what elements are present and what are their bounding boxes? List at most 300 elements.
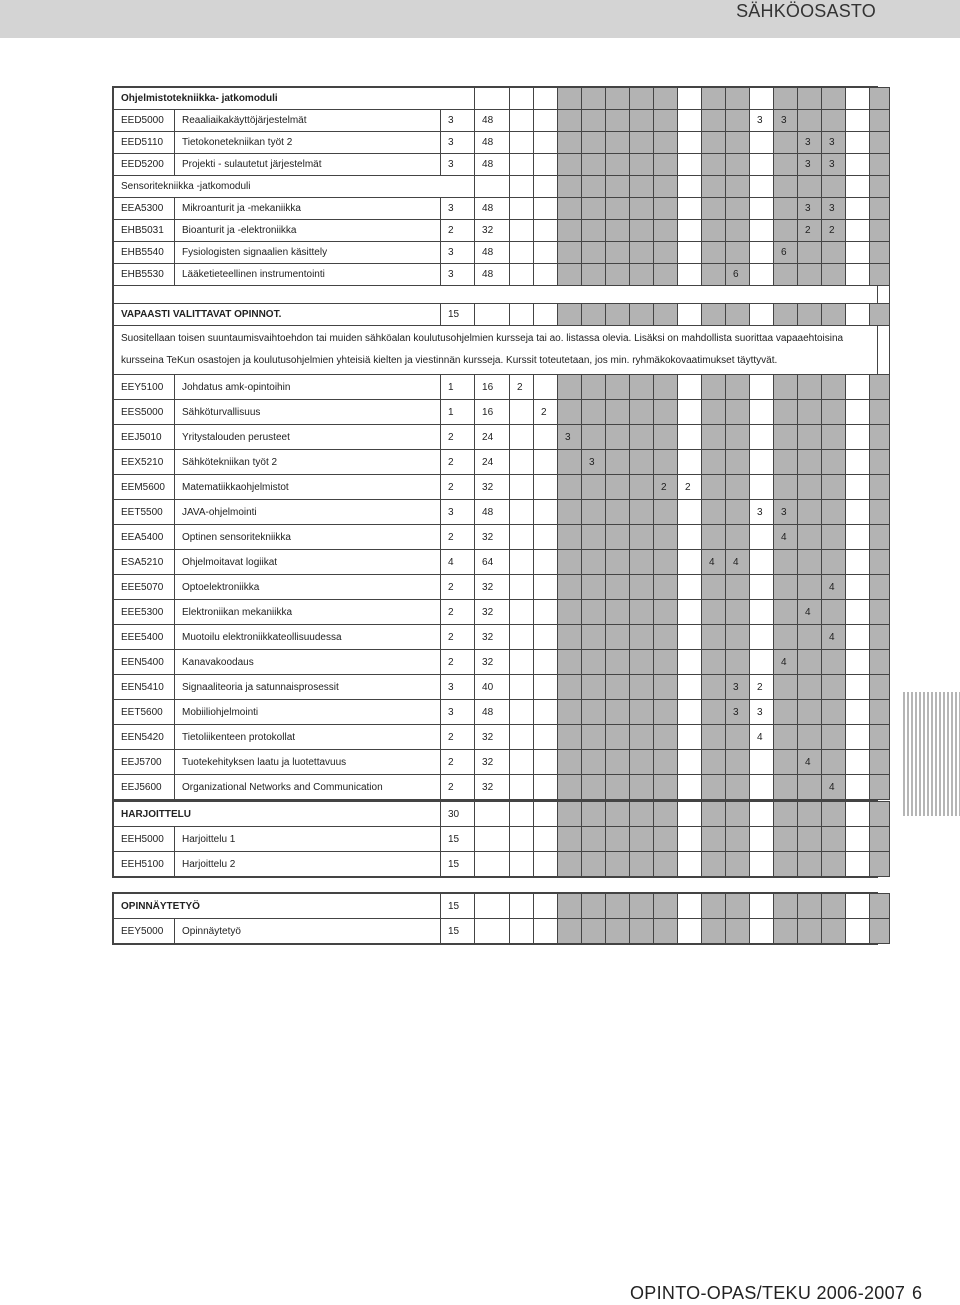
semester-cell (558, 110, 582, 132)
semester-cell (798, 400, 822, 425)
credits-cell: 3 (441, 675, 475, 700)
semester-cell (846, 750, 870, 775)
semester-cell (654, 894, 678, 919)
semester-cell (822, 919, 846, 944)
credits-cell: 3 (441, 198, 475, 220)
semester-cell (702, 132, 726, 154)
semester-cell (510, 650, 534, 675)
semester-cell (510, 919, 534, 944)
semester-cell (606, 919, 630, 944)
table-row (114, 242, 890, 264)
semester-cell (654, 625, 678, 650)
hours-cell: 32 (475, 475, 510, 500)
semester-cell (702, 198, 726, 220)
semester-cell (726, 132, 750, 154)
hours-cell: 32 (475, 650, 510, 675)
semester-cell (870, 750, 890, 775)
semester-cell (798, 550, 822, 575)
semester-cell (510, 575, 534, 600)
semester-cell (606, 750, 630, 775)
course-code: EHB5530 (114, 264, 175, 286)
semester-cell (846, 176, 870, 198)
semester-cell (534, 919, 558, 944)
semester-cell (798, 775, 822, 800)
semester-cell (678, 802, 702, 827)
semester-cell (510, 425, 534, 450)
semester-cell (822, 425, 846, 450)
semester-cell (846, 525, 870, 550)
semester-cell (702, 242, 726, 264)
semester-cell (750, 375, 774, 400)
course-code: EEJ5700 (114, 750, 175, 775)
semester-cell (774, 550, 798, 575)
semester-cell (630, 750, 654, 775)
semester-cell (654, 700, 678, 725)
semester-cell (558, 802, 582, 827)
course-name: Johdatus amk-opintoihin (175, 375, 441, 400)
course-name: Bioanturit ja -elektroniikka (175, 220, 441, 242)
semester-cell (870, 264, 890, 286)
semester-cell (558, 475, 582, 500)
semester-cell: 4 (822, 625, 846, 650)
semester-cell (606, 700, 630, 725)
semester-cell (798, 304, 822, 326)
credits-cell: 1 (441, 400, 475, 425)
table-row (114, 500, 890, 525)
semester-cell (678, 775, 702, 800)
semester-cell (510, 304, 534, 326)
semester-cell (774, 450, 798, 475)
semester-cell (654, 600, 678, 625)
semester-cell (678, 110, 702, 132)
semester-cell (846, 919, 870, 944)
table-row (114, 919, 890, 944)
semester-cell (654, 154, 678, 176)
semester-cell (534, 700, 558, 725)
table-row (114, 304, 890, 326)
semester-cell (606, 475, 630, 500)
semester-cell (702, 700, 726, 725)
semester-cell (654, 88, 678, 110)
credits-cell: 2 (441, 450, 475, 475)
semester-cell (630, 198, 654, 220)
semester-cell (822, 525, 846, 550)
semester-cell (534, 475, 558, 500)
table-row (114, 475, 890, 500)
credits-cell: 15 (441, 852, 475, 877)
semester-cell (582, 894, 606, 919)
credits-cell: 3 (441, 242, 475, 264)
semester-cell (702, 475, 726, 500)
semester-cell (606, 802, 630, 827)
course-code: EEN5410 (114, 675, 175, 700)
course-code: EED5000 (114, 110, 175, 132)
semester-cell (774, 375, 798, 400)
credits-cell: 3 (441, 132, 475, 154)
course-name: Elektroniikan mekaniikka (175, 600, 441, 625)
course-name: Ohjelmoitavat logiikat (175, 550, 441, 575)
semester-cell (510, 500, 534, 525)
hours-cell: 32 (475, 600, 510, 625)
course-name: Harjoittelu 1 (175, 827, 441, 852)
semester-cell (798, 919, 822, 944)
semester-cell (726, 304, 750, 326)
semester-cell (774, 475, 798, 500)
semester-cell (750, 400, 774, 425)
semester-cell (774, 725, 798, 750)
section-heading: VAPAASTI VALITTAVAT OPINNOT. (114, 304, 441, 326)
semester-cell (678, 550, 702, 575)
course-name: Kanavakoodaus (175, 650, 441, 675)
semester-cell (798, 475, 822, 500)
semester-cell (606, 852, 630, 877)
semester-cell (558, 675, 582, 700)
semester-cell (606, 450, 630, 475)
semester-cell (558, 154, 582, 176)
semester-cell (510, 198, 534, 220)
semester-cell (702, 450, 726, 475)
semester-cell (822, 725, 846, 750)
semester-cell (606, 400, 630, 425)
semester-cell (798, 894, 822, 919)
hours-cell: 48 (475, 242, 510, 264)
semester-cell (606, 675, 630, 700)
semester-cell (750, 425, 774, 450)
hours-cell: 32 (475, 775, 510, 800)
semester-cell (750, 650, 774, 675)
semester-cell (510, 827, 534, 852)
semester-cell (510, 802, 534, 827)
semester-cell (870, 500, 890, 525)
semester-cell (846, 650, 870, 675)
semester-cell (534, 775, 558, 800)
semester-cell (750, 525, 774, 550)
semester-cell (702, 264, 726, 286)
semester-cell (702, 525, 726, 550)
hours-cell (475, 176, 510, 198)
semester-cell (606, 500, 630, 525)
semester-cell (822, 450, 846, 475)
semester-cell (798, 725, 822, 750)
semester-cell (558, 375, 582, 400)
semester-cell (630, 400, 654, 425)
course-code: EEM5600 (114, 475, 175, 500)
semester-cell (678, 750, 702, 775)
semester-cell (534, 375, 558, 400)
semester-cell (822, 88, 846, 110)
semester-cell (654, 725, 678, 750)
semester-cell (630, 220, 654, 242)
semester-cell (774, 852, 798, 877)
semester-cell (750, 775, 774, 800)
table-row (114, 525, 890, 550)
footer-title: OPINTO-OPAS/TEKU 2006-2007 (630, 1283, 906, 1303)
semester-cell: 6 (774, 242, 798, 264)
semester-cell (846, 88, 870, 110)
semester-cell (870, 650, 890, 675)
semester-cell (582, 242, 606, 264)
semester-cell (702, 852, 726, 877)
course-name: Matematiikkaohjelmistot (175, 475, 441, 500)
semester-cell (534, 425, 558, 450)
semester-cell (582, 700, 606, 725)
semester-cell (510, 400, 534, 425)
semester-cell (534, 725, 558, 750)
semester-cell (750, 304, 774, 326)
table-row (114, 132, 890, 154)
note-cell (114, 326, 890, 375)
course-code: EEE5070 (114, 575, 175, 600)
semester-cell (870, 450, 890, 475)
semester-cell (654, 775, 678, 800)
table-row (114, 725, 890, 750)
semester-cell (798, 264, 822, 286)
table-row (114, 176, 890, 198)
semester-cell (870, 198, 890, 220)
semester-cell: 3 (726, 700, 750, 725)
semester-cell (606, 625, 630, 650)
semester-cell (630, 675, 654, 700)
semester-cell (558, 700, 582, 725)
semester-cell (606, 725, 630, 750)
semester-cell (822, 375, 846, 400)
semester-cell: 4 (822, 575, 846, 600)
semester-cell (534, 550, 558, 575)
semester-cell (630, 725, 654, 750)
semester-cell (774, 675, 798, 700)
semester-cell (630, 525, 654, 550)
semester-cell (726, 242, 750, 264)
course-code: EEH5100 (114, 852, 175, 877)
semester-cell (822, 750, 846, 775)
semester-cell (870, 775, 890, 800)
semester-cell (846, 852, 870, 877)
semester-cell (726, 750, 750, 775)
semester-cell: 4 (702, 550, 726, 575)
semester-cell (558, 242, 582, 264)
semester-cell (582, 176, 606, 198)
semester-cell: 3 (726, 675, 750, 700)
semester-cell (726, 220, 750, 242)
semester-cell (798, 375, 822, 400)
module-heading: Sensoritekniikka -jatkomoduli (114, 176, 475, 198)
semester-cell (558, 775, 582, 800)
course-code: EEE5300 (114, 600, 175, 625)
course-code: EEX5210 (114, 450, 175, 475)
semester-cell (558, 600, 582, 625)
semester-cell (726, 827, 750, 852)
hours-cell: 32 (475, 220, 510, 242)
note-line: kursseina TeKun osastojen ja koulutusohjelmien yhteisiä kielten ja viestinnän kursseja. Kurssit toteutetaan, jos min. ryhmäkokovaatimukset täyttyvät. (121, 355, 778, 366)
credits-cell: 15 (441, 827, 475, 852)
semester-cell (582, 304, 606, 326)
semester-cell (654, 132, 678, 154)
course-name: Optinen sensoritekniikka (175, 525, 441, 550)
hours-cell (475, 852, 510, 877)
semester-cell (630, 802, 654, 827)
semester-cell (870, 475, 890, 500)
semester-cell (582, 725, 606, 750)
semester-cell (774, 88, 798, 110)
semester-cell (822, 852, 846, 877)
semester-cell (870, 220, 890, 242)
semester-cell (534, 450, 558, 475)
semester-cell (606, 110, 630, 132)
table-row (114, 326, 890, 375)
semester-cell (750, 475, 774, 500)
semester-cell: 3 (774, 500, 798, 525)
table-row (114, 110, 890, 132)
semester-cell (510, 242, 534, 264)
semester-cell (822, 675, 846, 700)
semester-cell (726, 154, 750, 176)
course-code: EHB5031 (114, 220, 175, 242)
semester-cell (654, 550, 678, 575)
semester-cell (822, 600, 846, 625)
semester-cell (606, 550, 630, 575)
semester-cell (582, 88, 606, 110)
semester-cell (774, 264, 798, 286)
decorative-stripes (903, 692, 960, 816)
semester-cell (534, 198, 558, 220)
semester-cell (750, 827, 774, 852)
semester-cell: 3 (822, 198, 846, 220)
semester-cell (726, 894, 750, 919)
semester-cell (582, 550, 606, 575)
semester-cell (702, 802, 726, 827)
semester-cell (606, 220, 630, 242)
table-row (114, 675, 890, 700)
semester-cell (582, 475, 606, 500)
semester-cell (630, 827, 654, 852)
semester-cell (558, 750, 582, 775)
course-code: EEE5400 (114, 625, 175, 650)
hours-cell: 48 (475, 264, 510, 286)
semester-cell (534, 575, 558, 600)
semester-cell (846, 425, 870, 450)
semester-cell (774, 198, 798, 220)
semester-cell (630, 264, 654, 286)
course-table-opinnaytetyo (112, 892, 878, 945)
course-code: EET5500 (114, 500, 175, 525)
table-row (114, 375, 890, 400)
semester-cell: 3 (582, 450, 606, 475)
semester-cell (822, 400, 846, 425)
semester-cell (510, 625, 534, 650)
semester-cell (702, 625, 726, 650)
course-name: Reaaliaikakäyttöjärjestelmät (175, 110, 441, 132)
course-table-main (112, 86, 878, 801)
semester-cell (582, 827, 606, 852)
spacer-cell (114, 286, 890, 304)
page-header-title: SÄHKÖOSASTO (736, 1, 876, 21)
semester-cell (510, 132, 534, 154)
semester-cell (510, 750, 534, 775)
table-row (114, 154, 890, 176)
hours-cell (475, 304, 510, 326)
semester-cell (534, 264, 558, 286)
semester-cell (726, 450, 750, 475)
table-row (114, 286, 890, 304)
semester-cell (510, 725, 534, 750)
semester-cell: 2 (822, 220, 846, 242)
course-name: Organizational Networks and Communication (175, 775, 441, 800)
semester-cell (822, 264, 846, 286)
semester-cell (774, 894, 798, 919)
semester-cell (798, 525, 822, 550)
semester-cell (774, 425, 798, 450)
semester-cell (678, 425, 702, 450)
semester-cell: 2 (798, 220, 822, 242)
credits-cell: 2 (441, 575, 475, 600)
semester-cell (798, 110, 822, 132)
semester-cell (630, 450, 654, 475)
semester-cell (534, 827, 558, 852)
semester-cell: 2 (654, 475, 678, 500)
semester-cell (870, 802, 890, 827)
semester-cell (774, 575, 798, 600)
semester-cell (678, 198, 702, 220)
semester-cell (822, 827, 846, 852)
semester-cell (846, 775, 870, 800)
semester-cell (726, 400, 750, 425)
hours-cell (475, 894, 510, 919)
semester-cell (774, 827, 798, 852)
semester-cell (726, 852, 750, 877)
semester-cell (798, 575, 822, 600)
semester-cell (630, 919, 654, 944)
semester-cell (678, 575, 702, 600)
semester-cell (582, 625, 606, 650)
semester-cell (582, 600, 606, 625)
semester-cell (846, 475, 870, 500)
semester-cell (582, 750, 606, 775)
semester-cell (870, 894, 890, 919)
semester-cell (702, 400, 726, 425)
semester-cell (774, 625, 798, 650)
semester-cell (678, 725, 702, 750)
semester-cell: 4 (822, 775, 846, 800)
semester-cell (630, 375, 654, 400)
semester-cell (798, 675, 822, 700)
course-name: Muotoilu elektroniikkateollisuudessa (175, 625, 441, 650)
note-line: Suositellaan toisen suuntaumisvaihtoehdon tai muiden sähköalan koulutusohjelmien kursseja tai ao. listassa olevia. Lisäksi on mahdollista suorittaa vapaaehtoisina (121, 333, 844, 344)
semester-cell (750, 600, 774, 625)
semester-cell (870, 852, 890, 877)
semester-cell (630, 132, 654, 154)
semester-cell (750, 852, 774, 877)
semester-cell (630, 852, 654, 877)
semester-cell (654, 675, 678, 700)
semester-cell (726, 475, 750, 500)
semester-cell: 2 (534, 400, 558, 425)
semester-cell (510, 220, 534, 242)
semester-cell (702, 425, 726, 450)
semester-cell (774, 802, 798, 827)
semester-cell (822, 650, 846, 675)
course-name: Opinnäytetyö (175, 919, 441, 944)
semester-cell (630, 500, 654, 525)
semester-cell (726, 802, 750, 827)
semester-cell (654, 919, 678, 944)
semester-cell (750, 750, 774, 775)
semester-cell (558, 500, 582, 525)
semester-cell (558, 894, 582, 919)
semester-cell: 4 (726, 550, 750, 575)
semester-cell (630, 154, 654, 176)
semester-cell (558, 550, 582, 575)
semester-cell (822, 550, 846, 575)
